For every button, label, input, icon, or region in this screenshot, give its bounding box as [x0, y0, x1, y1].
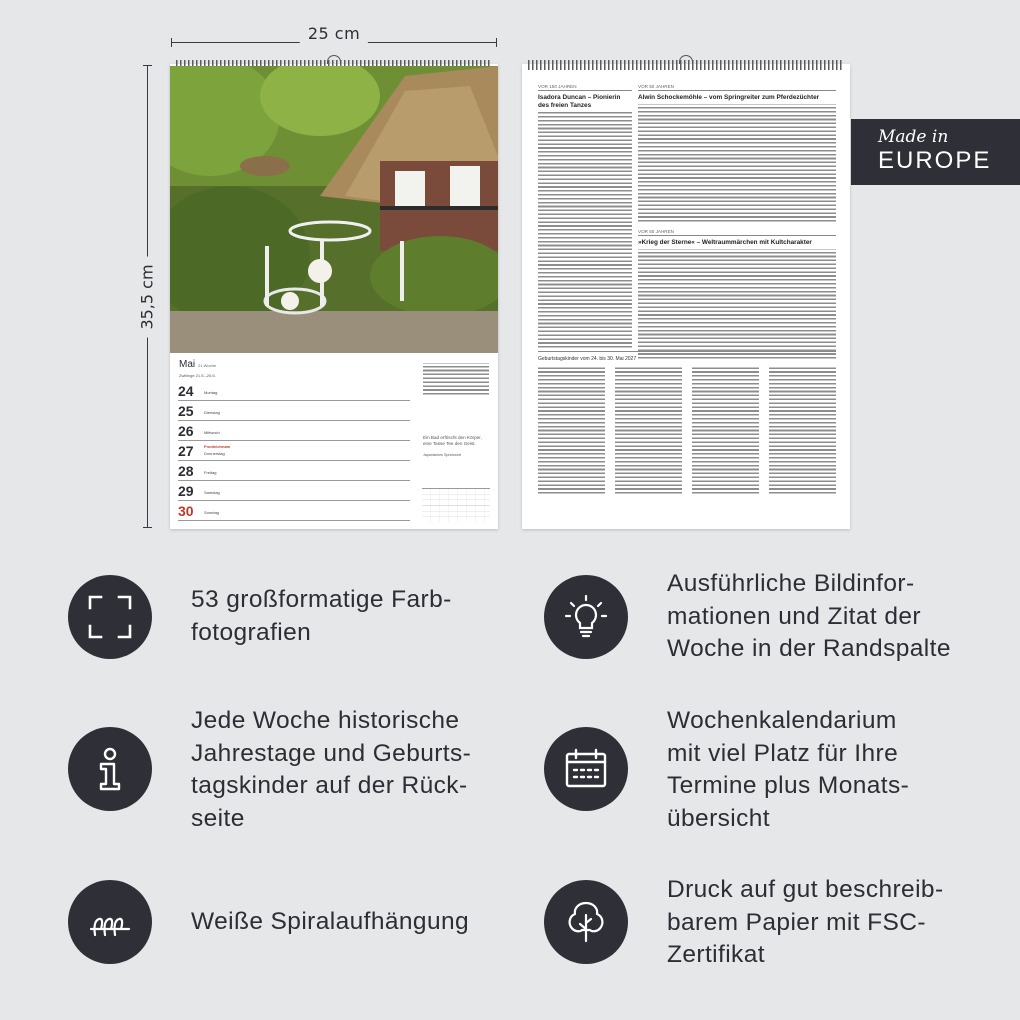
- day-row[interactable]: 29 Samstag: [178, 481, 410, 501]
- hanger-hook: [327, 55, 341, 64]
- article-heading: Isadora Duncan – Pionierin des freien Tanzes: [538, 94, 621, 109]
- article-star-wars: [638, 229, 836, 361]
- feature-info: Ausführliche Bildinfor- mationen und Zitat der Woche in der Randspalte: [667, 570, 951, 662]
- day-row[interactable]: 27 Fronleichnam Donnerstag: [178, 441, 410, 461]
- article-text: [538, 112, 632, 350]
- section-label: VOR 150 JAHREN: [538, 84, 632, 91]
- article-duncan: [538, 84, 632, 350]
- feature-history: Jede Woche historische Jahrestage und Geburts- tagskinder auf der Rück- seite: [191, 707, 472, 832]
- day-row[interactable]: 25 Dienstag: [178, 401, 410, 421]
- day-row[interactable]: 26 Mittwoch: [178, 421, 410, 441]
- day-row[interactable]: 30 Sonntag: [178, 501, 410, 521]
- section-label: VOR 50 JAHREN: [638, 84, 836, 91]
- article-heading: »Krieg der Sterne« – Weltraummärchen mit Kultcharakter: [638, 239, 812, 246]
- spiral-icon: [68, 880, 152, 964]
- quote-source: Japanisches Sprichwort: [423, 453, 461, 457]
- made-in-europe-badge: [851, 119, 1020, 185]
- made-in-text: Made in: [878, 127, 949, 147]
- day-row[interactable]: 24 Montag: [178, 381, 410, 401]
- article-text: [638, 249, 836, 361]
- quote-of-week: Ein Bad erfrischt den Körper, eine Tasse Tee den Geist.: [423, 435, 482, 446]
- article-schockemoehle: [638, 84, 836, 224]
- zodiac-note: Zwillinge 21.5.–20.6.: [179, 373, 216, 378]
- feature-photos: 53 großformatige Farb- fotografien: [191, 586, 452, 646]
- feature-weekly-calendar: Wochenkalendarium mit viel Platz für Ihre Termine plus Monats- übersicht: [667, 707, 910, 832]
- height-dimension: [137, 65, 157, 528]
- width-dimension: [171, 24, 497, 48]
- width-label: 25 cm: [300, 24, 368, 43]
- week-calendar: [170, 353, 498, 529]
- feature-fsc-paper: Druck auf gut beschreib- barem Papier mit FSC- Zertifikat: [667, 876, 944, 968]
- feature-spiral: Weiße Spiralaufhängung: [191, 908, 470, 935]
- calendar-icon: [544, 727, 628, 811]
- month-title: Mai 21.Woche: [179, 359, 217, 370]
- expand-frame-icon: [68, 575, 152, 659]
- month-overview: [422, 488, 490, 522]
- birthdays-section: [538, 351, 836, 496]
- article-heading: Alwin Schockemöhle – vom Springreiter zum Pferdezüchter: [638, 94, 820, 101]
- calendar-back-page: [522, 64, 850, 529]
- europe-text: EUROPE: [878, 147, 992, 174]
- hanger-hook: [679, 55, 693, 64]
- section-label: VOR 50 JAHREN: [638, 229, 836, 236]
- article-text: [638, 104, 836, 224]
- birthdays-title: Geburtstagskinder vom 24. bis 30. Mai 2027: [538, 351, 836, 363]
- info-icon: [68, 727, 152, 811]
- day-row[interactable]: 28 Freitag: [178, 461, 410, 481]
- tree-icon: [544, 880, 628, 964]
- image-caption: [423, 363, 489, 397]
- height-label: 35,5 cm: [138, 256, 157, 337]
- calendar-front-page: [170, 64, 498, 529]
- lightbulb-icon: [544, 575, 628, 659]
- garden-cottage-photo: [170, 66, 498, 353]
